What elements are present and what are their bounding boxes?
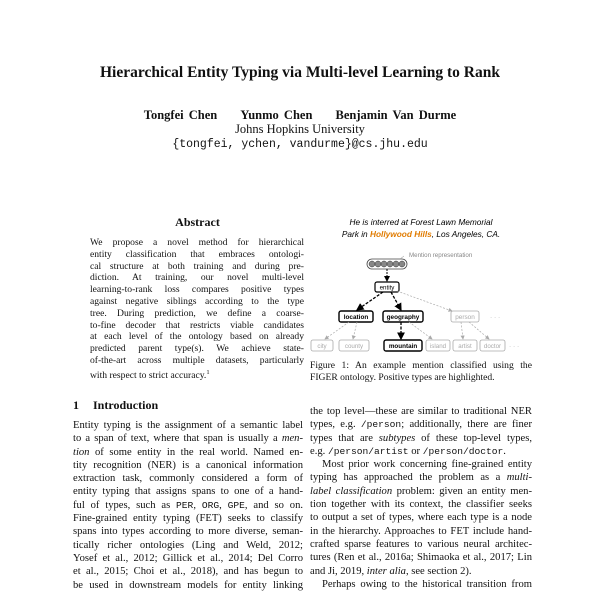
text-line (310, 445, 532, 458)
italic-run: inter alia (366, 565, 406, 577)
text-line (73, 432, 303, 445)
text-run: of these top-level types, (415, 432, 532, 444)
mention-representation-label: Mention representation (409, 252, 473, 259)
text-line: be used in downstream models for entity linking (73, 579, 303, 591)
text-run: and Ji, 2019, (310, 565, 367, 577)
sentence-part: , Los Angeles, CA. (431, 229, 501, 239)
author-list (0, 108, 600, 123)
section-number: 1 (73, 398, 79, 412)
type-label: location (343, 314, 369, 321)
text-run: , and so on. (244, 499, 303, 511)
author-name: Benjamin Van Durme (335, 108, 457, 122)
abstract-line: cal structure at both training and during pre- (90, 260, 304, 272)
text-line (310, 471, 532, 484)
italic-run: label classification (310, 485, 393, 497)
type-label: city (317, 343, 327, 350)
text-run: , see section 2). (405, 565, 472, 577)
sentence-part: Park in (341, 229, 370, 239)
author-email: {tongfei, ychen, vandurme}@cs.jhu.edu (172, 138, 428, 151)
text-run: to a span of text, where that span is usually a (73, 433, 282, 445)
right-column-text (310, 405, 532, 591)
type-label: person (455, 314, 475, 321)
text-line (73, 446, 303, 459)
ellipsis: · · · (509, 343, 520, 350)
italic-run: multi- (506, 472, 532, 484)
type-label: artist (458, 343, 472, 350)
abstract-line: to-fine decoder that restricts viable candidates (90, 319, 304, 331)
abstract-line: of-the-art across multiple datasets, particularly (90, 354, 304, 366)
text-line: entity typing that assigns spans to one of a hand- (73, 486, 303, 498)
text-line: extraction task, commonly considered a form of (73, 473, 303, 485)
type-label: mountain (388, 343, 418, 350)
type-code: GPE (227, 499, 245, 511)
text-run: or (408, 445, 423, 457)
text-line (310, 458, 532, 471)
abstract-body (90, 237, 304, 382)
type-code: PER (176, 499, 194, 511)
type-label: entity (379, 284, 395, 292)
abstract-line: We propose a novel method for hierarchical (90, 237, 304, 248)
text-line: in the hierarchy. Approaches to FET include hand- (310, 525, 532, 537)
section-title: Introduction (93, 398, 159, 412)
text-line: tion together with its context, the classifier seeks (310, 499, 532, 511)
type-code: /person/artist (327, 445, 409, 457)
text-line (310, 578, 532, 591)
abstract-line (90, 367, 304, 382)
figure-1-diagram (305, 212, 537, 358)
abstract-line: predicted parent type(s). We achieve state- (90, 343, 304, 355)
type-label: doctor (483, 343, 502, 350)
footnote-mark: 1 (206, 368, 210, 376)
text-line (310, 432, 532, 445)
text-run: of some entity in the real world. Named en- (89, 446, 303, 458)
figure-sentence-line1: He is interred at Forest Lawn Memorial (349, 217, 493, 227)
type-code: ORG (201, 499, 220, 511)
text-line: the top level—these are similar to traditional NER (310, 406, 532, 417)
abstract-line: at each level of the ontology based on already (90, 331, 304, 343)
abstract-line: diction. At training, our novel multi-level (90, 272, 304, 284)
author-name: Tongfei Chen (143, 108, 218, 122)
text-line (310, 485, 532, 498)
type-code: /person (360, 419, 402, 431)
text-run: e.g. (310, 445, 328, 457)
text-line: et al., 2015; Choi et al., 2018), and has begun to (73, 566, 303, 578)
text-line: spans into types according to more diverse, seman- (73, 526, 303, 538)
text-run: Perhaps owing to the historical transition from (322, 578, 532, 590)
abstract-line: entity classification that embraces ontologi- (90, 248, 304, 260)
text-run: ful of types, such as (73, 499, 177, 511)
type-code: /person/doctor (422, 445, 504, 457)
text-line: tures (Ren et al., 2016a; Shimaoka et al., 2017; Lin (310, 552, 532, 564)
abstract-line: learning-to-rank loss compares positive types (90, 284, 304, 296)
figure-sentence-line2 (342, 229, 500, 239)
type-label: geography (386, 314, 420, 321)
text-line: tity recognition (NER) is a canonical information (73, 459, 303, 471)
text-line (310, 565, 532, 578)
text-line: crafted sparse features to various neural architec- (310, 538, 532, 550)
ellipsis: · · · (490, 314, 501, 321)
text-line (310, 418, 532, 431)
text-run: typing has approached the problem as a (310, 472, 507, 484)
abstract-line: against negative siblings according to the type (90, 295, 304, 307)
text-line: Entity typing is the assignment of a semantic label (73, 420, 303, 431)
italic-run: tion (73, 446, 90, 458)
section-heading (73, 398, 158, 413)
text-line: Yosef et al., 2012; Gillick et al., 2014; Del Corro (73, 552, 303, 564)
text-run: ; additionally, there are finer (401, 419, 532, 431)
text-line: ful of types, such as PER, ORG, GPE, and so on. (73, 499, 303, 511)
text-line: to output a set of types, where each type is a node (310, 512, 532, 524)
affiliation: Johns Hopkins University (235, 122, 365, 136)
text-run: . (503, 445, 506, 457)
abstract-line: tree. During prediction, we define a coarse- (90, 307, 304, 319)
author-name: Yunmo Chen (240, 108, 313, 122)
paper-title: Hierarchical Entity Typing via Multi-level Learning to Rank (100, 64, 500, 81)
text-run: types, e.g. (310, 419, 361, 431)
caption-line: FIGER ontology. Positive types are highlighted. (310, 372, 495, 383)
type-label: island (429, 343, 447, 350)
text-run: Most prior work concerning fine-grained entity (322, 459, 532, 471)
abstract-heading: Abstract (175, 215, 220, 229)
figure-caption (310, 360, 532, 384)
text-line: tically richer ontologies (Ling and Weld, 2012; (73, 539, 303, 551)
type-label: county (344, 343, 364, 350)
italic-run: subtypes (378, 432, 416, 444)
italic-run: men- (281, 433, 303, 445)
text-line: Fine-grained entity typing (FET) seeks to classify (73, 513, 303, 525)
text-run: types that are (310, 432, 379, 444)
left-column-text (73, 419, 303, 592)
abstract-line-text: with respect to strict accuracy. (90, 369, 207, 381)
caption-line: Figure 1: An example mention classified using the (310, 360, 532, 371)
mention-highlight: Hollywood Hills (369, 229, 432, 239)
text-run: problem: given an entity men- (392, 485, 532, 497)
